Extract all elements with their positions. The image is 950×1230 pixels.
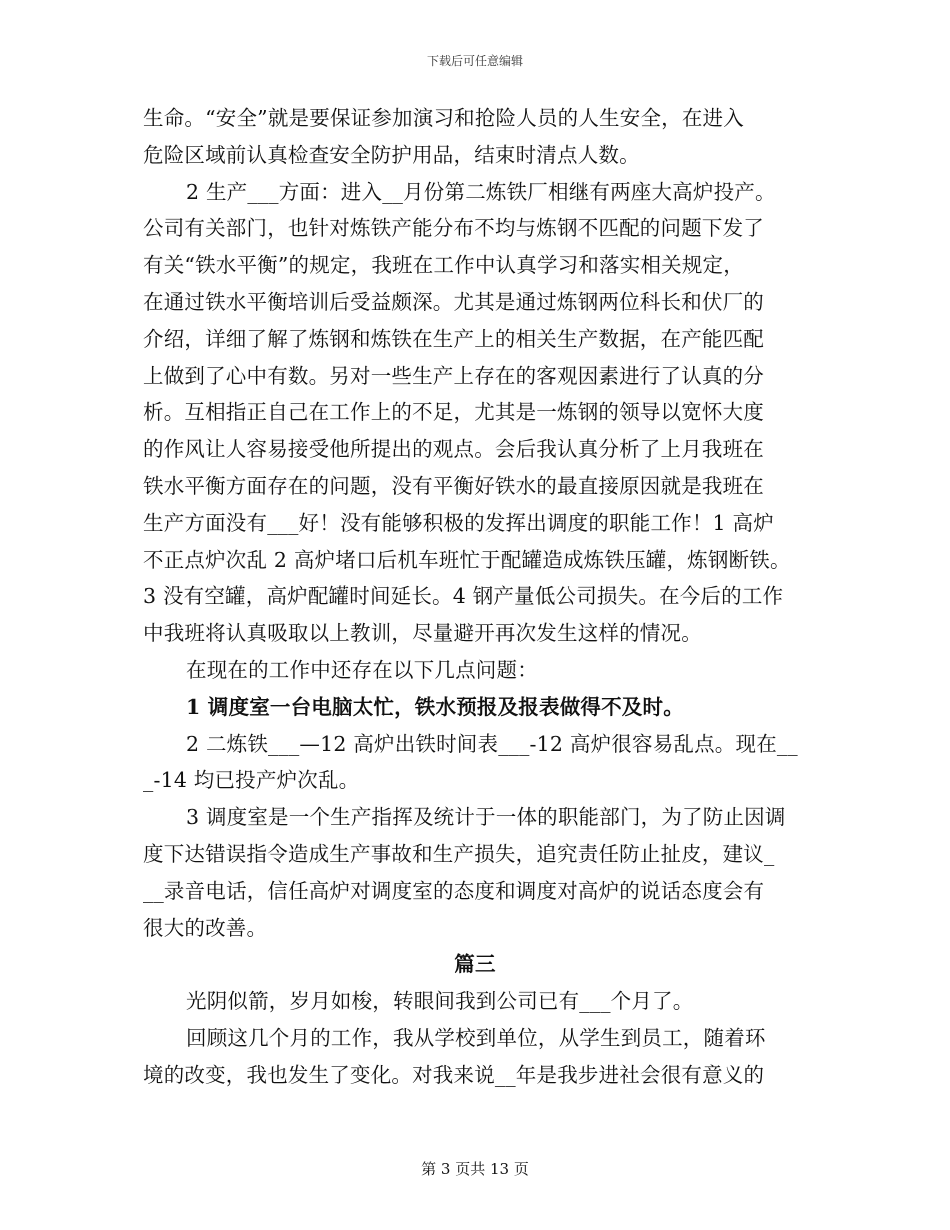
- document-body: [143, 100, 807, 1094]
- text-line: 铁水平衡方面存在的问题，没有平衡好铁水的最直接原因就是我班在: [143, 473, 764, 498]
- text-line: 度下达错误指令造成生产事故和生产损失，追究责任防止扯皮，建议_: [143, 841, 775, 866]
- text-line: 在现在的工作中还存在以下几点问题：: [186, 657, 538, 682]
- text-line: 危险区域前认真检查安全防护用品，结束时清点人数。: [143, 142, 640, 167]
- text-line: 介绍，详细了解了炼钢和炼铁在生产上的相关生产数据，在产能匹配: [143, 326, 764, 351]
- text-line: 2 二炼铁___—12 高炉出铁时间表___-12 高炉很容易乱点。现在__: [186, 731, 798, 756]
- text-line: 生命。“安全”就是要保证参加演习和抢险人员的人生安全，在进入: [143, 106, 744, 130]
- text-line: 3 没有空罐，高炉配罐时间延长。4 钢产量低公司损失。在今后的工作: [143, 584, 784, 609]
- text-line: 在通过铁水平衡培训后受益颇深。尤其是通过炼钢两位科长和伏厂的: [143, 289, 764, 314]
- text-line: 2 生产___方面：进入__月份第二炼铁厂相继有两座大高炉投产。: [186, 179, 776, 204]
- text-line: __录音电话，信任高炉对调度室的态度和调度对高炉的说话态度会有: [143, 878, 765, 903]
- text-line: 生产方面没有___好！没有能够积极的发挥出调度的职能工作！1 高炉: [143, 510, 774, 535]
- page-footer: 第 3 页共 13 页: [421, 1160, 529, 1178]
- text-line: 上做到了心中有数。另对一些生产上存在的客观因素进行了认真的分: [143, 363, 764, 388]
- text-line: 境的改变，我也发生了变化。对我来说__年是我步进社会很有意义的: [143, 1062, 765, 1087]
- bold-text-line: 1 调度室一台电脑太忙，铁水预报及报表做得不及时。: [186, 694, 684, 719]
- page-header: 下载后可任意编辑: [426, 54, 523, 68]
- text-line: 光阴似箭，岁月如梭，转眼间我到公司已有___个月了。: [186, 989, 694, 1014]
- text-line: 回顾这几个月的工作，我从学校到单位，从学生到员工，随着环: [186, 1025, 766, 1050]
- text-line: _-14 均已投产炉次乱。: [143, 768, 360, 793]
- text-line: 有关“铁水平衡”的规定，我班在工作中认真学习和落实相关规定，: [143, 253, 744, 278]
- text-line: 的作风让人容易接受他所提出的观点。会后我认真分析了上月我班在: [143, 437, 764, 462]
- section-heading: 篇三: [454, 952, 496, 977]
- text-line: 很大的改善。: [143, 915, 268, 940]
- text-line: 中我班将认真吸取以上教训，尽量避开再次发生这样的情况。: [143, 621, 702, 646]
- text-line: 3 调度室是一个生产指挥及统计于一体的职能部门，为了防止因调: [186, 805, 786, 830]
- text-line: 公司有关部门，也针对炼铁产能分布不均与炼钢不匹配的问题下发了: [143, 216, 764, 241]
- text-line: 析。互相指正自己在工作上的不足，尤其是一炼钢的领导以宽怀大度: [143, 400, 764, 425]
- text-line: 不正点炉次乱 2 高炉堵口后机车班忙于配罐造成炼铁压罐，炼钢断铁。: [143, 547, 791, 572]
